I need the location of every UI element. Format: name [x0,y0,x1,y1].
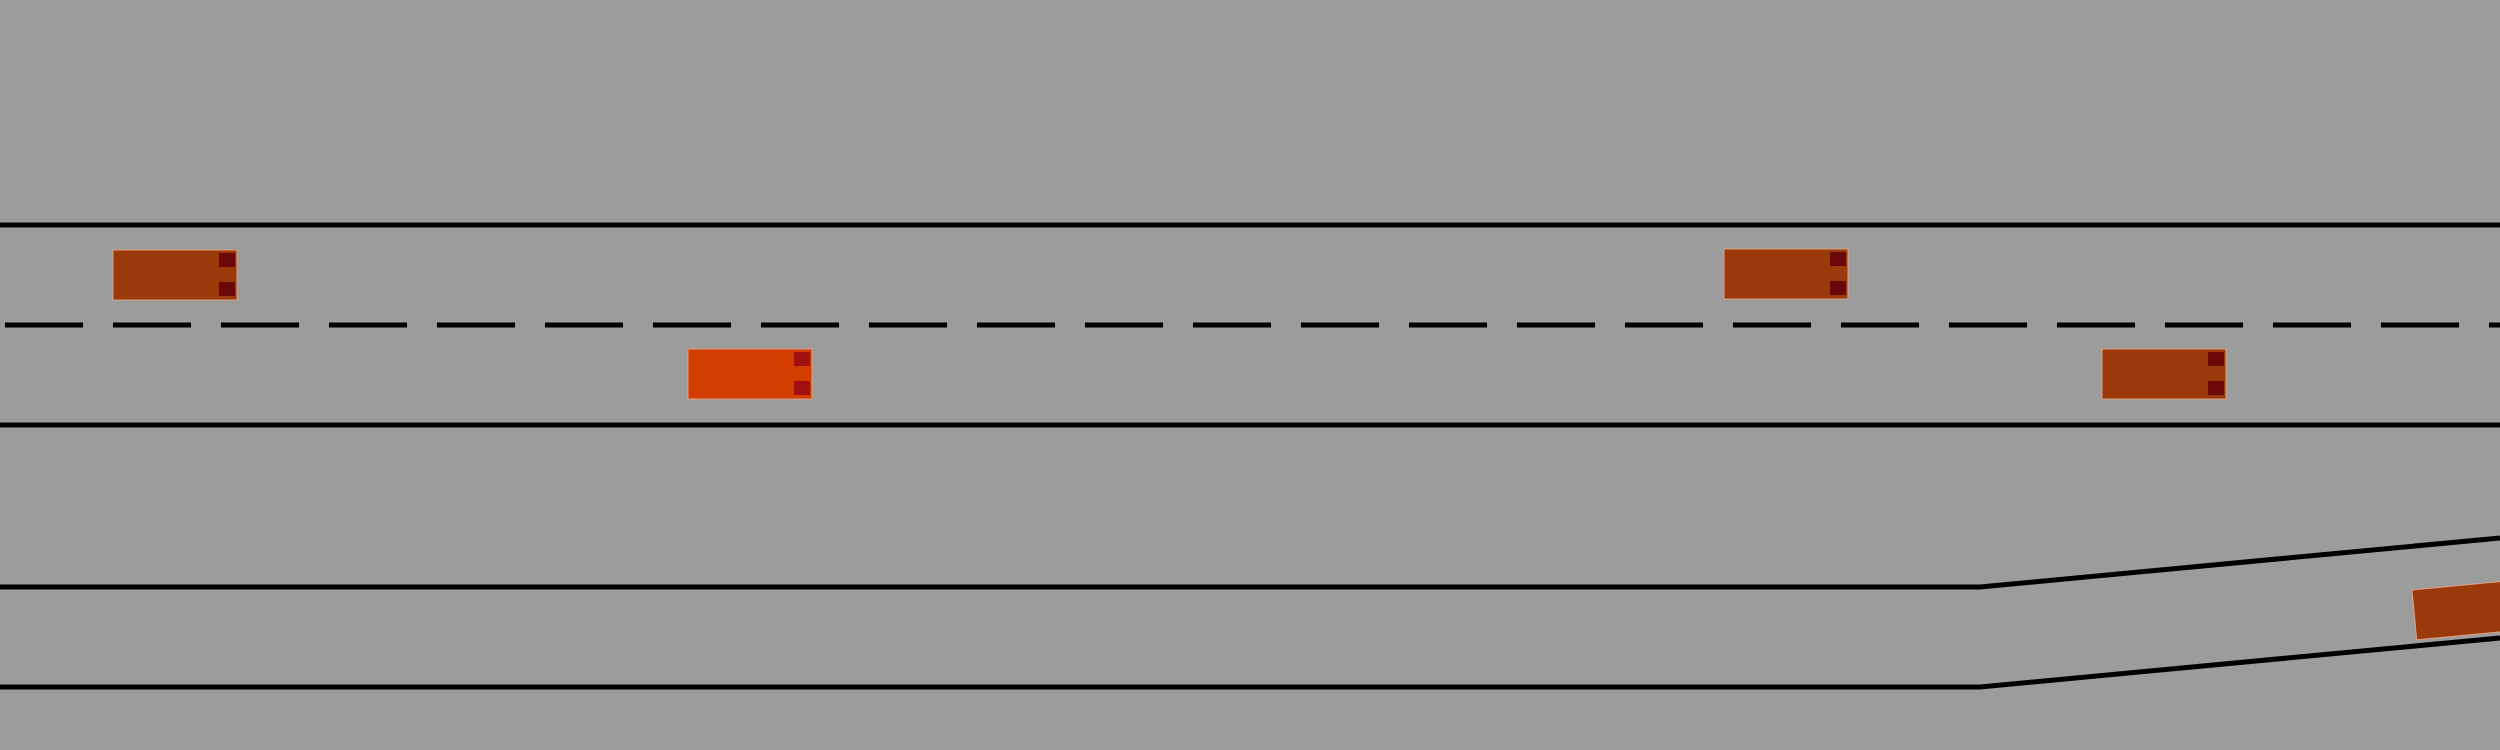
vehicle-3-headlight-right [2208,381,2224,395]
vehicle-3-body [2102,349,2226,399]
vehicle-1-headlight-left [219,253,235,267]
vehicle-3 [2102,349,2226,399]
vehicle-2-headlight-left [1830,252,1846,266]
vehicle-1 [113,250,237,300]
vehicle-2-body [1724,249,1848,299]
vehicle-1-body [113,250,237,300]
vehicle-3-headlight-left [2208,352,2224,366]
ego-vehicle-body [688,349,812,399]
vehicle-2 [1724,249,1848,299]
vehicle-2-headlight-right [1830,281,1846,295]
ego-vehicle-headlight-left [794,352,810,366]
ego-vehicle [688,349,812,399]
vehicle-1-headlight-right [219,282,235,296]
ego-vehicle-headlight-right [794,381,810,395]
